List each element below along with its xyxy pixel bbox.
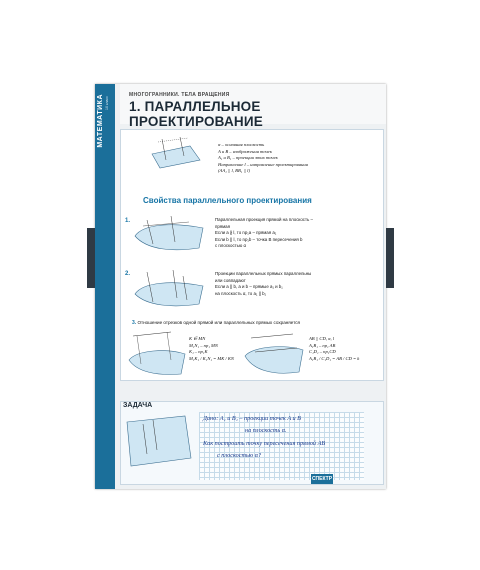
properties-title: Свойства параллельного проектирования: [143, 196, 312, 205]
item2-line: или совпадают: [215, 277, 246, 283]
item1-diagram: [133, 214, 205, 252]
def-line: (AA₁ || l, BB₁ || l): [218, 168, 250, 173]
def-line: A и B – изображения точек: [218, 148, 272, 154]
projection-diagram: [150, 136, 202, 170]
formula-line: A₁B₁ – np₁ AB: [309, 342, 336, 348]
grade-label: 10 класс: [105, 96, 109, 110]
item2-diagram: [133, 268, 205, 308]
task-line: с плоскостью α?: [217, 452, 262, 459]
subject-label: МАТЕМАТИКА: [97, 94, 104, 148]
item1-line: прямая: [215, 223, 230, 229]
formula-line: M₁N₁ – np₁ MN: [189, 342, 218, 348]
left-formulas: [189, 336, 234, 362]
poster-subtitle: МНОГОГРАННИКИ. ТЕЛА ВРАЩЕНИЯ: [129, 92, 230, 98]
publisher-logo: СПЕКТР: [311, 476, 333, 482]
item1-line: Если b || l, то np₁b – точка B пересечения b: [215, 236, 303, 242]
task-line: Дано: A₁ и B₁ – проекции точек A и B: [203, 415, 301, 422]
item2-line: Проекции параллельных прямых параллельны: [215, 271, 312, 276]
item2-number: 2.: [125, 271, 131, 277]
right-clip: [386, 228, 394, 288]
formula-line: C₁D₁ – np₁CD: [309, 349, 336, 354]
definitions: [218, 142, 308, 175]
item3-text: Отношение отрезков одной прямой или параллельных прямых сохраняется: [137, 320, 301, 325]
task-line: на плоскость α.: [245, 427, 287, 434]
subject-sidebar: [95, 84, 115, 489]
item1-text: [215, 217, 313, 250]
item2-line: Если a || b, a и b – прямые a₁ и b₁: [215, 284, 283, 289]
def-line: α – основная плоскость: [218, 142, 265, 147]
def-line: Направление l – направление проектирования: [218, 161, 308, 167]
task-line: Как построить точку пересечения прямой AB: [203, 440, 326, 447]
poster-title: 1. ПАРАЛЛЕЛЬНОЕ ПРОЕКТИРОВАНИЕ: [129, 99, 263, 129]
formula-line: K ∈ MN: [189, 336, 206, 341]
item3: [132, 320, 300, 326]
item1-line: с плоскостью α: [215, 243, 246, 248]
item1-number: 1.: [125, 218, 131, 224]
item2-line: на плоскость α, то a₁ || b₁: [215, 290, 267, 296]
item1-line: Если a ∦ l, то np₁a – прямая a₁: [215, 230, 277, 235]
formula-line: K₁ – np₁K: [189, 349, 208, 354]
left-clip: [87, 228, 95, 288]
task-title: ЗАДАЧА: [123, 402, 153, 409]
item1-line: Параллельная проекция прямой на плоскость –: [215, 217, 313, 222]
formula-line: M₁K₁ / K₁N₁ = MK / KN: [189, 355, 234, 361]
item3-number: 3.: [132, 320, 137, 326]
def-line: A₁ и B₁ – проекции этих точек: [218, 155, 278, 160]
formula-line: AB || CD, α, l: [309, 336, 335, 341]
right-formulas: [309, 336, 359, 362]
formula-line: A₁B₁ / C₁D₁ = AB / CD = k: [309, 355, 360, 361]
item3-left-diagram: [127, 330, 187, 376]
poster: [95, 84, 386, 489]
task-diagram: [125, 414, 193, 468]
item3-right-diagram: [243, 330, 305, 376]
item2-text: [215, 271, 311, 297]
